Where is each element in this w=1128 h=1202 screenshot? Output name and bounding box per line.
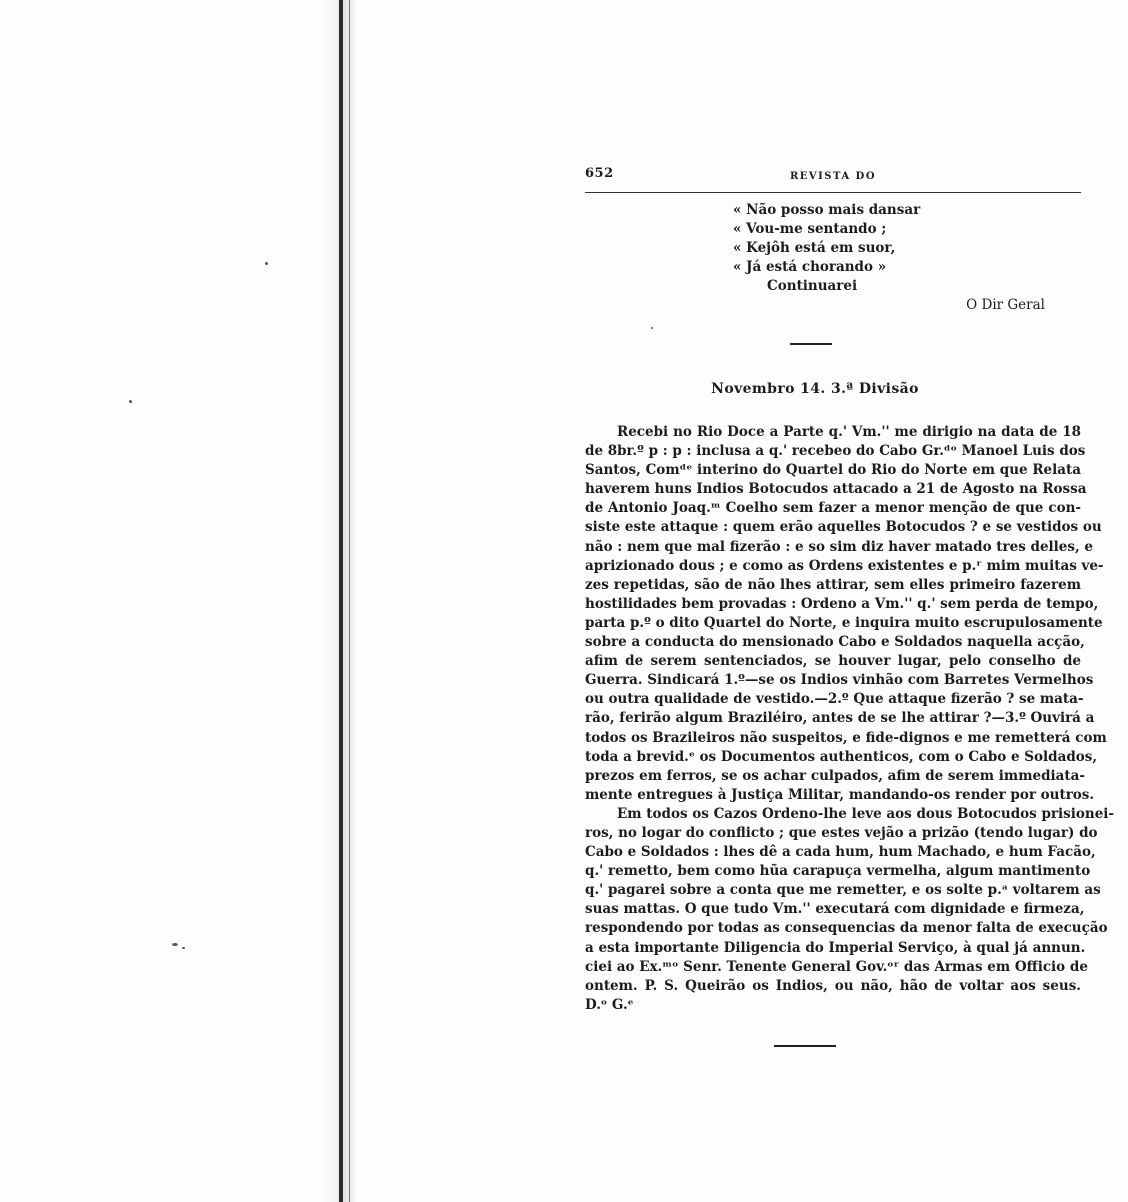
text-line: não : nem que mal fizerão : e so sim diz haver matado tres delles, e	[585, 538, 1093, 555]
continuation-note: Continuarei	[767, 278, 858, 294]
verse-block	[733, 201, 1081, 296]
paragraph	[585, 805, 1115, 1015]
text-line: afim de serem sentenciados, se houver lugar, pelo conselho de	[585, 653, 1081, 670]
header-rule	[585, 192, 1081, 193]
text-line: ciei ao Ex.ᵐᵒ Senr. Tenente General Gov.ᵒʳ das Armas em Officio de	[585, 958, 1088, 975]
letter-body	[585, 423, 1115, 1015]
scan-speck	[265, 262, 268, 265]
text-line: mente entregues à Justiça Militar, mandando-os render por outros.	[585, 786, 1095, 803]
text-line: ou outra qualidade de vestido.—2.º Que attaque fizerão ? se mata-	[585, 691, 1084, 708]
text-line: respondendo por todas as consequencias da menor falta de execução	[585, 920, 1108, 937]
text-line: hostilidades bem provadas : Ordeno a Vm.'' q.' sem perda de tempo,	[585, 595, 1099, 612]
text-line: q.' pagarei sobre a conta que me remetter, e os solte p.ᵃ voltarem as	[585, 882, 1101, 899]
end-divider	[774, 1045, 836, 1047]
text-line: Santos, Comᵈᵉ interino do Quartel do Rio do Norte em que Relata	[585, 462, 1081, 479]
text-line: haverem huns Indios Botocudos attacado a 21 de Agosto na Rossa	[585, 481, 1087, 498]
scan-speck	[182, 947, 185, 949]
text-line: suas mattas. O que tudo Vm.'' executará com dignidade e firmeza,	[585, 901, 1085, 918]
paragraph	[585, 423, 1107, 805]
page-number: 652	[585, 166, 614, 181]
signature: O Dir Geral	[966, 297, 1045, 313]
text-line: ontem. P. S. Queirão os Indios, ou não, hão de voltar aos seus.	[585, 977, 1081, 994]
text-line: D.ᵒ G.ᵉ	[585, 996, 634, 1013]
verse-line: « Vou-me sentando ;	[733, 221, 887, 237]
verse-line: « Já está chorando »	[733, 259, 887, 275]
text-line: rão, ferirão algum Braziléiro, antes de se lhe attirar ?—3.º Ouvirá a	[585, 710, 1095, 727]
text-line: siste este attaque : quem erão aquelles Botocudos ? e se vestidos ou	[585, 519, 1102, 536]
text-line: q.' remetto, bem como hũa carapuça vermelha, algum mantimento	[585, 863, 1091, 880]
text-line: prezos em ferros, se os achar culpados, afim de serem immediata-	[585, 767, 1085, 784]
verse-line: « Não posso mais dansar	[733, 202, 921, 218]
text-line: toda a brevid.ᵉ os Documentos authenticos, com o Cabo e Soldados,	[585, 748, 1098, 765]
text-line: de Antonio Joaq.ᵐ Coelho sem fazer a menor menção de que con-	[585, 500, 1081, 517]
text-line: a esta importante Diligencia do Imperial Serviço, à qual já annun.	[585, 939, 1086, 956]
running-head	[585, 162, 1081, 188]
text-line: Recebi no Rio Doce a Parte q.' Vm.'' me dirigio na data de 18	[617, 424, 1081, 440]
section-divider	[790, 343, 832, 345]
text-line: de 8br.º p : p : inclusa a q.' recebeo do Cabo Gr.ᵈᵒ Manoel Luis dos	[585, 443, 1086, 460]
text-line: Cabo e Soldados : lhes dê a cada hum, hum Machado, e hum Facão,	[585, 844, 1096, 861]
running-title: REVISTA DO	[789, 171, 877, 182]
section-heading: Novembro 14. 3.ª Divisão	[711, 381, 919, 397]
text-line: zes repetidas, são de não lhes attirar, sem elles primeiro fazerem	[585, 576, 1081, 593]
page-column	[585, 162, 1115, 1047]
text-line: Em todos os Cazos Ordeno-lhe leve aos dous Botocudos prisionei-	[617, 805, 1115, 822]
scan-speck	[129, 400, 132, 403]
text-line: parta p.º o dito Quartel do Norte, e inquira muito escrupulosamente	[585, 614, 1103, 631]
scan-speck	[172, 943, 178, 946]
binding-edge	[339, 0, 343, 1202]
text-line: todos os Brazileiros não suspeitos, e fide-dignos e me remetterá com	[585, 729, 1107, 746]
text-line: aprizionado dous ; e como as Ordens existentes e p.ʳ mim muitas ve-	[585, 557, 1104, 574]
text-line: Guerra. Sindicará 1.º—se os Indios vinhão com Barretes Vermelhos	[585, 672, 1094, 689]
text-line: sobre a conducta do mensionado Cabo e Soldados naquella acção,	[585, 634, 1085, 651]
verse-line: « Kejôh está em suor,	[733, 240, 896, 256]
binding-edge-thin	[349, 0, 350, 1202]
text-line: ros, no logar do conflicto ; que estes vejão a prizão (tendo lugar) do	[585, 824, 1098, 841]
